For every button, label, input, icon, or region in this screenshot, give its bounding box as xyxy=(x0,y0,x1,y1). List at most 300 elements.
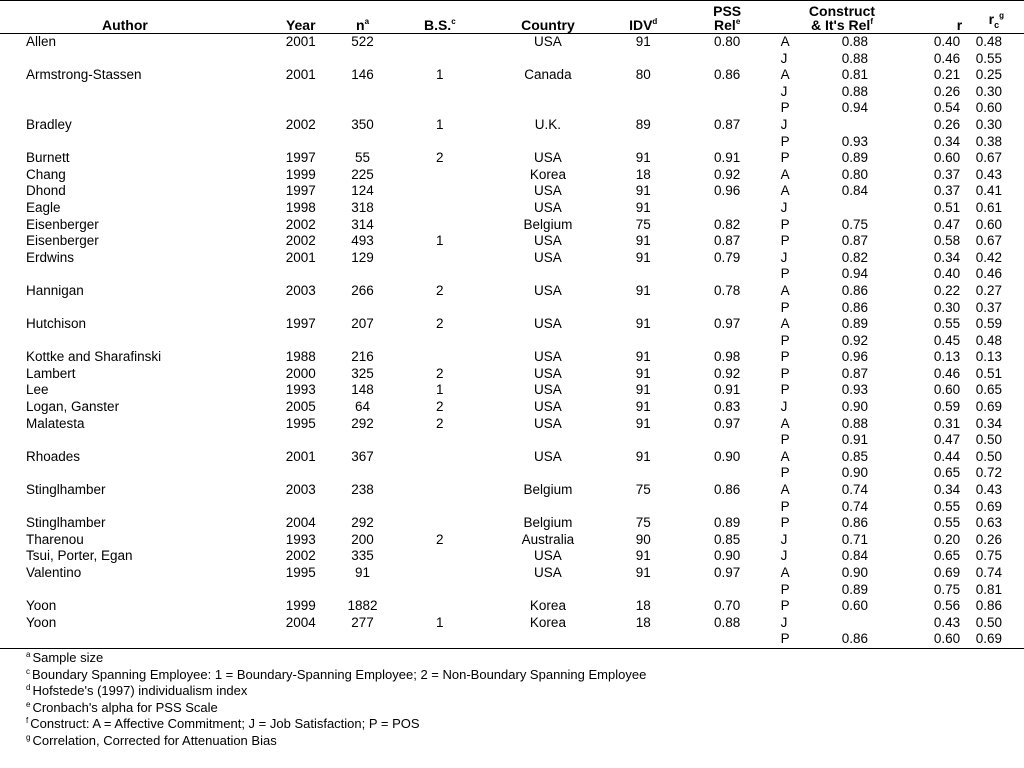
cell-rc: 0.61 xyxy=(975,199,1002,215)
cell-idv: 91 xyxy=(635,399,651,415)
cell-n: 91 xyxy=(355,565,371,580)
cell-author xyxy=(0,631,270,648)
header-construct: Construct & It's Rel$^f$ xyxy=(778,4,907,34)
cell-pss-rel: 0.90 xyxy=(714,548,741,564)
table-row xyxy=(0,134,1024,151)
cell-country xyxy=(486,300,610,317)
cell-rc: 0.65 xyxy=(975,382,1002,398)
cell-rc: 0.26 xyxy=(975,531,1002,547)
cell-author xyxy=(0,100,270,117)
cell-r: 0.40 xyxy=(933,34,961,49)
cell-construct-rel: 0.92 xyxy=(841,332,868,348)
cell-year xyxy=(270,100,332,117)
cell-construct: P xyxy=(780,266,790,282)
cell-idv: 91 xyxy=(635,183,651,199)
footnote-text: Correlation, Corrected for Attenuation Bias xyxy=(32,732,277,748)
cell-year: 1993 xyxy=(285,382,316,398)
cell-author: Logan, Ganster xyxy=(26,399,120,415)
header-pss-sup: e xyxy=(735,17,741,26)
cell-n: 314 xyxy=(351,216,374,232)
table-row xyxy=(0,217,1024,234)
cell-construct: J xyxy=(780,50,788,66)
cell-idv: 80 xyxy=(635,67,651,83)
footnote-text: Sample size xyxy=(32,650,104,665)
cell-bs xyxy=(393,167,486,184)
cell-n: 238 xyxy=(351,482,374,498)
cell-n: 350 xyxy=(351,116,374,132)
cell-construct: A xyxy=(780,448,790,464)
cell-rc: 0.27 xyxy=(975,282,1002,298)
header-country: Country xyxy=(486,4,610,34)
cell-pss-rel: 0.97 xyxy=(714,316,741,332)
cell-idv: 91 xyxy=(635,249,651,265)
cell-pss-rel xyxy=(677,499,778,516)
cell-country: USA xyxy=(534,316,562,332)
cell-year: 1995 xyxy=(285,565,316,580)
cell-n: 292 xyxy=(351,515,374,531)
table-row xyxy=(0,432,1024,449)
cell-idv xyxy=(610,100,677,117)
cell-construct: P xyxy=(780,365,790,381)
cell-n: 335 xyxy=(351,548,374,564)
cell-construct-rel: 0.82 xyxy=(841,249,868,265)
cell-n: 200 xyxy=(351,531,374,547)
cell-year: 1997 xyxy=(285,316,316,332)
cell-author xyxy=(0,582,270,599)
cell-idv: 75 xyxy=(635,515,651,531)
cell-construct-rel: 0.87 xyxy=(841,365,868,381)
cell-idv xyxy=(610,333,677,350)
cell-construct: P xyxy=(780,382,790,398)
cell-n xyxy=(332,582,394,599)
cell-rc: 0.30 xyxy=(975,116,1002,132)
cell-rc: 0.25 xyxy=(975,67,1002,83)
cell-country xyxy=(486,432,610,449)
table-row xyxy=(0,565,1024,582)
table-row xyxy=(0,333,1024,350)
cell-country: USA xyxy=(534,415,562,431)
footnote xyxy=(26,683,986,700)
footnote-mark: g xyxy=(26,732,31,742)
cell-pss-rel xyxy=(677,582,778,599)
cell-year: 2003 xyxy=(285,282,316,298)
cell-year xyxy=(270,134,332,151)
cell-r: 0.54 xyxy=(933,100,961,116)
cell-country xyxy=(486,465,610,482)
cell-construct-rel: 0.81 xyxy=(841,67,868,83)
table-row xyxy=(0,399,1024,416)
cell-n: 325 xyxy=(351,365,374,381)
cell-rc: 0.50 xyxy=(975,432,1002,448)
cell-pss-rel: 0.90 xyxy=(714,448,741,464)
header-pss-rel: PSS Rel$^e$ xyxy=(677,4,778,34)
top-rule xyxy=(0,0,1024,1)
cell-bs xyxy=(393,200,486,217)
cell-pss-rel xyxy=(677,266,778,283)
table-row xyxy=(0,300,1024,317)
header-idv: IDV$^d$ xyxy=(610,4,677,34)
cell-author: Tharenou xyxy=(26,531,84,547)
cell-author: Rhoades xyxy=(26,448,81,464)
cell-construct-rel: 0.88 xyxy=(841,415,868,431)
cell-construct: P xyxy=(780,515,790,531)
cell-construct: J xyxy=(780,531,788,547)
cell-pss-rel: 0.89 xyxy=(714,515,741,531)
cell-bs: 1 xyxy=(436,233,444,249)
cell-n: 64 xyxy=(355,399,371,415)
cell-bs xyxy=(393,515,486,532)
table-body xyxy=(0,34,1024,649)
cell-bs xyxy=(393,266,486,283)
cell-year xyxy=(270,51,332,68)
table-row xyxy=(0,465,1024,482)
cell-bs xyxy=(393,300,486,317)
cell-n: 225 xyxy=(351,166,374,182)
cell-country: USA xyxy=(534,199,562,215)
cell-n xyxy=(332,300,394,317)
cell-country: USA xyxy=(534,233,562,249)
cell-year xyxy=(270,631,332,648)
cell-country: Korea xyxy=(529,614,566,630)
cell-pss-rel: 0.80 xyxy=(714,34,741,49)
cell-pss-rel: 0.98 xyxy=(714,349,741,365)
cell-construct-rel: 0.84 xyxy=(841,548,868,564)
cell-country: Canada xyxy=(524,67,572,83)
cell-construct: J xyxy=(780,249,788,265)
table-row xyxy=(0,183,1024,200)
cell-r: 0.34 xyxy=(933,482,961,498)
cell-construct-rel: 0.84 xyxy=(841,183,868,199)
cell-pss-rel: 0.86 xyxy=(714,482,741,498)
header-author: Author xyxy=(0,4,270,34)
cell-construct-rel: 0.90 xyxy=(841,565,868,580)
cell-construct: J xyxy=(780,83,788,99)
cell-rc: 0.50 xyxy=(975,448,1002,464)
cell-bs: 1 xyxy=(436,382,444,398)
table-row xyxy=(0,366,1024,383)
cell-author: Lambert xyxy=(26,365,76,381)
cell-year: 1997 xyxy=(285,150,316,166)
cell-n xyxy=(332,499,394,516)
cell-rc: 0.63 xyxy=(975,515,1002,531)
cell-rc: 0.37 xyxy=(975,299,1002,315)
cell-construct-rel: 0.74 xyxy=(841,482,868,498)
cell-year: 1998 xyxy=(285,199,316,215)
cell-year xyxy=(270,582,332,599)
cell-bs: 1 xyxy=(436,614,444,630)
cell-idv: 18 xyxy=(635,166,651,182)
cell-r: 0.21 xyxy=(933,67,961,83)
table-row xyxy=(0,349,1024,366)
cell-r: 0.34 xyxy=(933,133,961,149)
cell-r: 0.65 xyxy=(933,548,961,564)
cell-rc: 0.51 xyxy=(975,365,1002,381)
footnote xyxy=(26,733,986,750)
cell-construct-rel: 0.94 xyxy=(841,100,868,116)
cell-n xyxy=(332,134,394,151)
cell-author: Malatesta xyxy=(26,415,85,431)
cell-year: 1997 xyxy=(285,183,316,199)
cell-bs xyxy=(393,333,486,350)
cell-rc: 0.34 xyxy=(975,415,1002,431)
cell-n xyxy=(332,432,394,449)
cell-country xyxy=(486,100,610,117)
cell-bs xyxy=(393,499,486,516)
cell-year: 2004 xyxy=(285,515,316,531)
footnote-text: Cronbach's alpha for PSS Scale xyxy=(32,699,218,715)
cell-author: Valentino xyxy=(26,565,82,580)
cell-author: Erdwins xyxy=(26,249,75,265)
cell-pss-rel xyxy=(677,631,778,648)
cell-construct-rel xyxy=(803,615,906,632)
cell-year: 2004 xyxy=(285,614,316,630)
table-row xyxy=(0,615,1024,632)
cell-year: 1993 xyxy=(285,531,316,547)
table-row xyxy=(0,100,1024,117)
header-idv-sup: d xyxy=(652,17,658,26)
cell-pss-rel: 0.91 xyxy=(714,382,741,398)
cell-author: Yoon xyxy=(26,614,57,630)
cell-country: Belgium xyxy=(523,482,573,498)
cell-idv: 91 xyxy=(635,365,651,381)
cell-r: 0.37 xyxy=(933,166,961,182)
cell-bs xyxy=(393,217,486,234)
cell-construct: P xyxy=(780,216,790,232)
cell-construct: A xyxy=(780,282,790,298)
cell-construct-rel: 0.86 xyxy=(841,299,868,315)
cell-year: 2003 xyxy=(285,482,316,498)
cell-construct: A xyxy=(780,316,790,332)
cell-bs xyxy=(393,449,486,466)
cell-n: 367 xyxy=(351,448,374,464)
cell-n: 493 xyxy=(351,233,374,249)
footnote-mark: e xyxy=(26,699,31,709)
cell-author: Eisenberger xyxy=(26,216,99,232)
cell-bs xyxy=(393,482,486,499)
cell-year: 2001 xyxy=(285,67,316,83)
cell-rc: 0.48 xyxy=(975,332,1002,348)
cell-pss-rel: 0.92 xyxy=(714,166,741,182)
cell-rc: 0.72 xyxy=(975,465,1002,481)
cell-pss-rel xyxy=(677,300,778,317)
cell-author: Lee xyxy=(26,382,49,398)
cell-pss-rel: 0.83 xyxy=(714,399,741,415)
cell-pss-rel xyxy=(677,84,778,101)
cell-n xyxy=(332,100,394,117)
cell-construct-rel: 0.86 xyxy=(841,515,868,531)
cell-country: USA xyxy=(534,382,562,398)
footnote xyxy=(26,700,986,717)
table-row xyxy=(0,482,1024,499)
cell-bs: 2 xyxy=(436,282,444,298)
cell-year: 1999 xyxy=(285,598,316,614)
cell-country: Korea xyxy=(529,598,566,614)
cell-construct-rel: 0.60 xyxy=(841,598,868,614)
cell-construct: P xyxy=(780,100,790,116)
cell-pss-rel xyxy=(677,465,778,482)
cell-idv: 91 xyxy=(635,382,651,398)
cell-n: 55 xyxy=(355,150,371,166)
cell-construct: J xyxy=(780,399,788,415)
cell-pss-rel: 0.96 xyxy=(714,183,741,199)
footnote xyxy=(26,667,986,684)
cell-r: 0.46 xyxy=(933,365,961,381)
footnote-text: Construct: A = Affective Commitment; J = Job Satisfaction; P = POS xyxy=(30,716,420,732)
cell-pss-rel: 0.88 xyxy=(714,614,741,630)
cell-author: Eisenberger xyxy=(26,233,99,249)
cell-year: 2001 xyxy=(285,249,316,265)
cell-author xyxy=(0,84,270,101)
cell-construct-rel: 0.90 xyxy=(841,399,868,415)
cell-idv: 91 xyxy=(635,415,651,431)
cell-construct-rel: 0.93 xyxy=(841,133,868,149)
cell-author xyxy=(0,499,270,516)
cell-n xyxy=(332,333,394,350)
cell-construct-rel: 0.75 xyxy=(841,216,868,232)
cell-construct-rel: 0.88 xyxy=(841,83,868,99)
cell-country xyxy=(486,134,610,151)
cell-bs xyxy=(393,582,486,599)
cell-country xyxy=(486,582,610,599)
cell-idv: 91 xyxy=(635,349,651,365)
cell-r: 0.30 xyxy=(933,299,961,315)
cell-pss-rel: 0.91 xyxy=(714,150,741,166)
cell-construct-rel: 0.93 xyxy=(841,382,868,398)
cell-idv: 91 xyxy=(635,282,651,298)
cell-r: 0.58 xyxy=(933,233,961,249)
cell-idv: 91 xyxy=(635,199,651,215)
cell-n: 146 xyxy=(351,67,374,83)
cell-r: 0.34 xyxy=(933,249,961,265)
cell-idv xyxy=(610,582,677,599)
cell-rc: 0.60 xyxy=(975,100,1002,116)
cell-bs: 2 xyxy=(436,415,444,431)
cell-country xyxy=(486,333,610,350)
cell-bs: 2 xyxy=(436,399,444,415)
cell-pss-rel xyxy=(677,134,778,151)
cell-pss-rel xyxy=(677,100,778,117)
cell-pss-rel: 0.97 xyxy=(714,565,741,580)
cell-r: 0.51 xyxy=(933,199,961,215)
cell-construct: A xyxy=(780,482,790,498)
cell-rc: 0.69 xyxy=(975,399,1002,415)
footnote-mark: c xyxy=(26,666,30,676)
cell-rc: 0.46 xyxy=(975,266,1002,282)
cell-r: 0.40 xyxy=(933,266,961,282)
cell-bs xyxy=(393,631,486,648)
cell-bs xyxy=(393,51,486,68)
cell-year xyxy=(270,266,332,283)
cell-pss-rel: 0.86 xyxy=(714,67,741,83)
cell-construct-rel: 0.90 xyxy=(841,465,868,481)
table-row xyxy=(0,582,1024,599)
cell-country xyxy=(486,631,610,648)
cell-construct-rel: 0.71 xyxy=(841,531,868,547)
cell-country: Australia xyxy=(521,531,575,547)
cell-idv xyxy=(610,432,677,449)
cell-r: 0.44 xyxy=(933,448,961,464)
cell-bs xyxy=(393,250,486,267)
table-row xyxy=(0,631,1024,648)
cell-n: 292 xyxy=(351,415,374,431)
header-rc-sup: g xyxy=(999,11,1004,21)
table-row xyxy=(0,449,1024,466)
cell-author: Yoon xyxy=(26,598,57,614)
cell-rc: 0.59 xyxy=(975,316,1002,332)
cell-author: Hannigan xyxy=(26,282,84,298)
cell-r: 0.37 xyxy=(933,183,961,199)
cell-bs xyxy=(393,565,486,582)
cell-construct-rel xyxy=(803,117,906,134)
cell-bs xyxy=(393,100,486,117)
cell-year: 2002 xyxy=(285,216,316,232)
cell-rc: 0.30 xyxy=(975,83,1002,99)
table-area xyxy=(0,4,1024,649)
cell-author: Eagle xyxy=(26,199,61,215)
cell-construct: J xyxy=(780,614,788,630)
cell-construct-rel: 0.86 xyxy=(841,282,868,298)
cell-country: Korea xyxy=(529,166,566,182)
cell-country: USA xyxy=(534,150,562,166)
cell-construct: P xyxy=(780,598,790,614)
cell-rc: 0.67 xyxy=(975,233,1002,249)
cell-country: USA xyxy=(534,34,562,49)
cell-rc: 0.86 xyxy=(975,598,1002,614)
cell-bs xyxy=(393,34,486,51)
cell-country xyxy=(486,499,610,516)
header-row xyxy=(0,4,1024,34)
cell-author: Stinglhamber xyxy=(26,515,106,531)
cell-rc: 0.43 xyxy=(975,482,1002,498)
cell-rc: 0.55 xyxy=(975,50,1002,66)
cell-construct: P xyxy=(780,133,790,149)
cell-r: 0.65 xyxy=(933,465,961,481)
cell-country: USA xyxy=(534,282,562,298)
cell-r: 0.26 xyxy=(933,83,961,99)
table-row xyxy=(0,266,1024,283)
cell-rc: 0.75 xyxy=(975,548,1002,564)
cell-construct-rel: 0.85 xyxy=(841,448,868,464)
cell-n: 216 xyxy=(351,349,374,365)
cell-r: 0.31 xyxy=(933,415,961,431)
cell-year xyxy=(270,333,332,350)
cell-r: 0.55 xyxy=(933,316,961,332)
cell-author xyxy=(0,465,270,482)
cell-bs xyxy=(393,465,486,482)
cell-idv: 91 xyxy=(635,150,651,166)
cell-country: USA xyxy=(534,548,562,564)
table-row xyxy=(0,67,1024,84)
cell-bs xyxy=(393,349,486,366)
cell-pss-rel: 0.87 xyxy=(714,116,741,132)
cell-n xyxy=(332,631,394,648)
cell-idv xyxy=(610,51,677,68)
cell-r: 0.60 xyxy=(933,382,961,398)
cell-rc: 0.69 xyxy=(975,498,1002,514)
table-row xyxy=(0,233,1024,250)
cell-r: 0.26 xyxy=(933,116,961,132)
cell-bs xyxy=(393,134,486,151)
cell-bs: 1 xyxy=(436,67,444,83)
table-row xyxy=(0,34,1024,51)
cell-year: 1988 xyxy=(285,349,316,365)
cell-year: 2005 xyxy=(285,399,316,415)
cell-idv: 90 xyxy=(635,531,651,547)
cell-country xyxy=(486,51,610,68)
cell-n: 318 xyxy=(351,199,374,215)
cell-country: USA xyxy=(534,349,562,365)
cell-year xyxy=(270,84,332,101)
